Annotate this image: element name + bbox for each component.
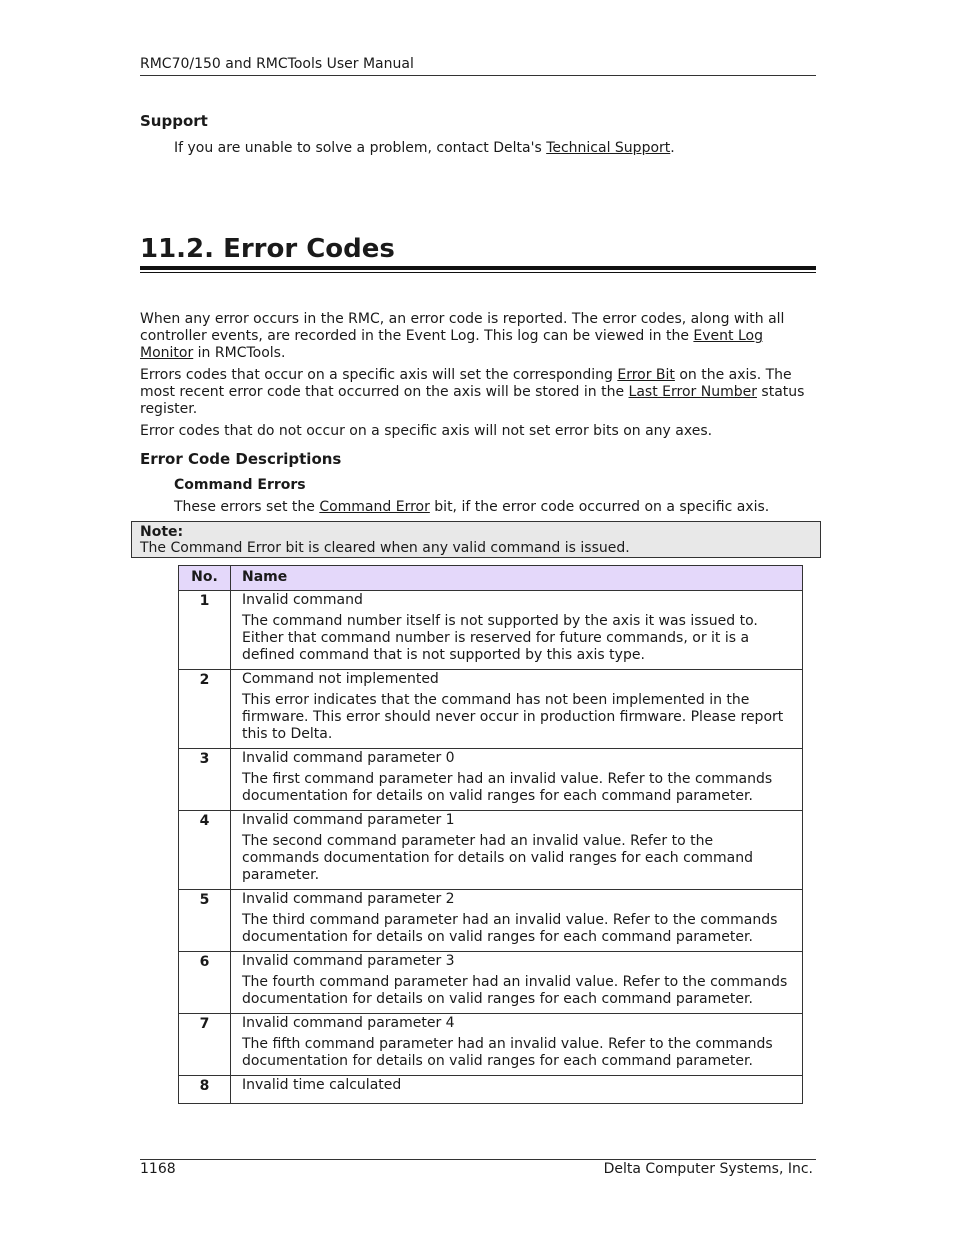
error-name: Invalid command parameter 4 [242, 1015, 455, 1031]
error-number: 8 [179, 1076, 231, 1104]
error-codes-table [178, 565, 803, 1104]
footer-divider [140, 1159, 816, 1160]
column-header-name: Name [231, 566, 803, 591]
error-number: 5 [179, 890, 231, 952]
running-header-title: RMC70/150 and RMCTools User Manual [140, 56, 414, 72]
error-details [231, 1014, 803, 1076]
footer-company: Delta Computer Systems, Inc. [603, 1161, 813, 1177]
table-row [179, 670, 803, 749]
error-number: 7 [179, 1014, 231, 1076]
technical-support-link[interactable]: Technical Support [546, 140, 671, 156]
error-name: Invalid command [242, 592, 363, 608]
command-errors-heading: Command Errors [174, 477, 306, 493]
section-title-rule-thin [140, 272, 816, 273]
error-name: Invalid time calculated [242, 1077, 402, 1093]
error-name: Invalid command parameter 0 [242, 750, 455, 766]
section-title-rule-thick [140, 266, 816, 270]
note-label: Note: [140, 524, 184, 540]
error-name: Invalid command parameter 3 [242, 953, 455, 969]
intro-paragraph-1: When any error occurs in the RMC, an error code is reported. The error codes, along with all controller events, are recorded in the Event Log. This log can be viewed in the Event Log Monitor in RMCTools. [140, 311, 785, 361]
error-bit-link[interactable]: Error Bit [617, 367, 675, 383]
error-description: The second command parameter had an invalid value. Refer to the commands documentation for details on valid ranges for each command parameter. [242, 833, 754, 883]
error-code-descriptions-heading: Error Code Descriptions [140, 450, 342, 468]
command-errors-text: These errors set the Command Error bit, if the error code occurred on a specific axis. [174, 499, 770, 515]
error-description: The first command parameter had an invalid value. Refer to the commands documentation for details on valid ranges for each command parameter. [242, 771, 773, 804]
table-row [179, 952, 803, 1014]
error-details [231, 1076, 803, 1104]
intro-paragraph-2: Errors codes that occur on a specific axis will set the corresponding Error Bit on the axis. The most recent error code that occurred on the axis will be stored in the Last Error Number status register. [140, 367, 805, 417]
error-number: 3 [179, 749, 231, 811]
error-number: 6 [179, 952, 231, 1014]
table-header-row [179, 566, 803, 591]
error-description: The fifth command parameter had an invalid value. Refer to the commands documentation for details on valid ranges for each command parameter. [242, 1036, 773, 1069]
error-details [231, 591, 803, 670]
table-row [179, 1014, 803, 1076]
note-text: The Command Error bit is cleared when any valid command is issued. [140, 540, 630, 556]
error-description: The fourth command parameter had an invalid value. Refer to the commands documentation for details on valid ranges for each command parameter. [242, 974, 788, 1007]
page-number: 1168 [140, 1161, 176, 1177]
table-row [179, 591, 803, 670]
intro-paragraph-3: Error codes that do not occur on a specific axis will not set error bits on any axes. [140, 423, 713, 439]
header-divider [140, 75, 816, 76]
last-error-number-link[interactable]: Last Error Number [628, 384, 757, 400]
table-row [179, 811, 803, 890]
note-box [131, 521, 821, 558]
table-row [179, 749, 803, 811]
event-log-monitor-link[interactable]: Event Log Monitor [140, 328, 763, 361]
error-details [231, 749, 803, 811]
error-details [231, 890, 803, 952]
table-row [179, 890, 803, 952]
support-heading: Support [140, 112, 208, 130]
error-description: The command number itself is not supported by the axis it was issued to. Either that command number is reserved for future commands, or it is a defined command that is not supported by this axis type. [242, 613, 758, 663]
error-details [231, 670, 803, 749]
error-name: Invalid command parameter 1 [242, 812, 455, 828]
error-details [231, 952, 803, 1014]
error-name: Invalid command parameter 2 [242, 891, 455, 907]
error-number: 2 [179, 670, 231, 749]
error-description: The third command parameter had an invalid value. Refer to the commands documentation for details on valid ranges for each command parameter. [242, 912, 778, 945]
error-number: 4 [179, 811, 231, 890]
column-header-no: No. [179, 566, 231, 591]
error-description: This error indicates that the command has not been implemented in the firmware. This error should never occur in production firmware. Please report this to Delta. [242, 692, 784, 742]
support-text: If you are unable to solve a problem, contact Delta's Technical Support. [174, 140, 675, 156]
table-row [179, 1076, 803, 1104]
error-details [231, 811, 803, 890]
error-number: 1 [179, 591, 231, 670]
command-error-link[interactable]: Command Error [319, 499, 430, 515]
section-title: 11.2. Error Codes [140, 234, 395, 264]
error-name: Command not implemented [242, 671, 439, 687]
